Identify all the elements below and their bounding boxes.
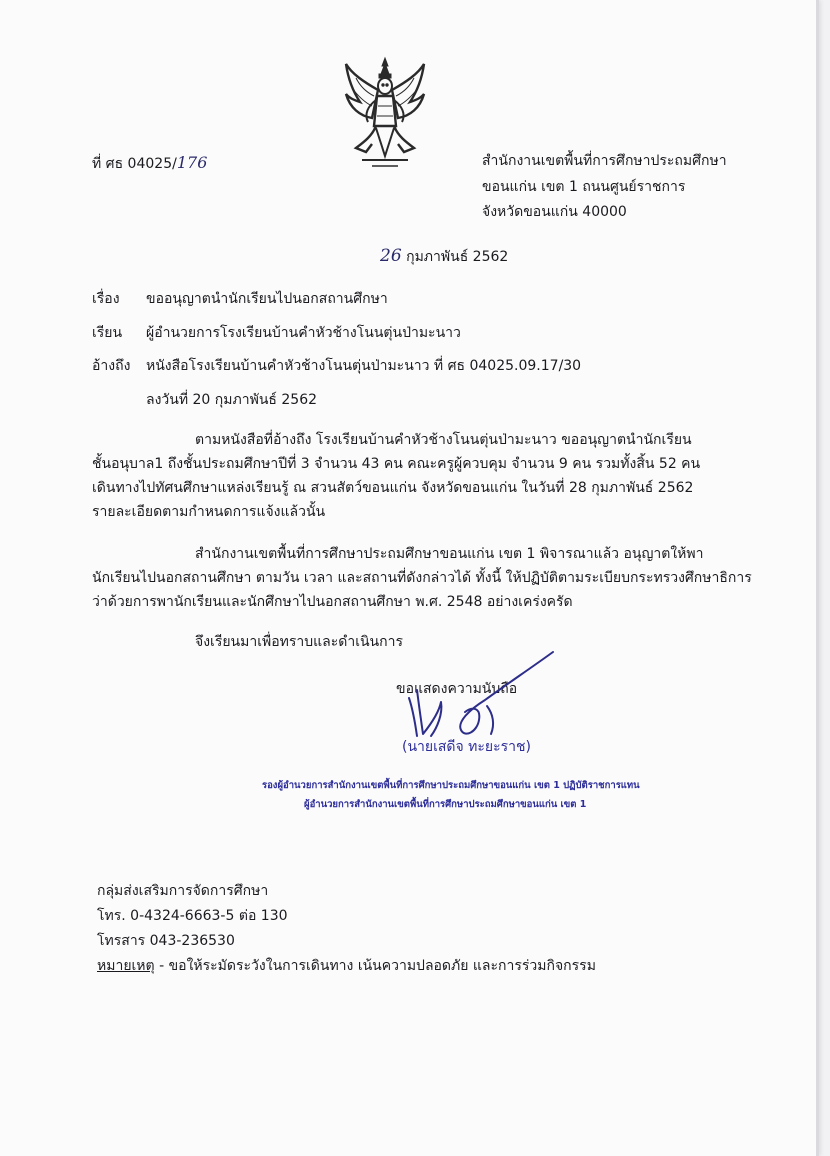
reference-value: หนังสือโรงเรียนบ้านคำหัวช้างโนนตุ่นป่ามะนาว ที่ ศธ 04025.09.17/30 xyxy=(146,358,582,374)
signer-title-line2: ผู้อำนวยการสำนักงานเขตพื้นที่การศึกษาประถมศึกษาขอนแก่น เขต 1 xyxy=(304,799,587,810)
reference-number xyxy=(92,154,207,173)
date-text: กุมภาพันธ์ 2562 xyxy=(406,249,509,265)
body-p2-line3: ว่าด้วยการพานักเรียนและนักศึกษาไปนอกสถานศึกษา พ.ศ. 2548 อย่างเคร่งครัด xyxy=(92,594,573,610)
body-p1-line1: ตามหนังสือที่อ้างถึง โรงเรียนบ้านคำหัวช้างโนนตุ่นป่ามะนาว ขออนุญาตนำนักเรียน xyxy=(195,432,692,448)
reference-date: ลงวันที่ 20 กุมภาพันธ์ 2562 xyxy=(146,392,318,408)
recipient-label: เรียน xyxy=(92,325,123,341)
footer-department: กลุ่มส่งเสริมการจัดการศึกษา xyxy=(97,883,269,899)
office-address-line1: สำนักงานเขตพื้นที่การศึกษาประถมศึกษา xyxy=(482,153,727,169)
footer-fax: โทรสาร 043-236530 xyxy=(97,933,235,949)
signer-name: (นายเสดีจ ทะยะราช) xyxy=(402,739,531,755)
handwritten-signature xyxy=(395,650,565,750)
letter-date xyxy=(380,247,508,266)
body-p2-line2: นักเรียนไปนอกสถานศึกษา ตามวัน เวลา และสถานที่ดังกล่าวได้ ทั้งนี้ ให้ปฏิบัติตามระเบียบกระทรวงศึกษาธิการ xyxy=(92,570,752,586)
garuda-emblem-icon xyxy=(342,56,428,174)
body-p3: จึงเรียนมาเพื่อทราบและดำเนินการ xyxy=(195,634,403,650)
date-handwritten-day: 26 xyxy=(380,246,402,266)
footer-phone: โทร. 0-4324-6663-5 ต่อ 130 xyxy=(97,908,288,924)
reference-label: อ้างถึง xyxy=(92,358,131,374)
footer-note xyxy=(97,957,596,975)
footer-note-label: หมายเหตุ xyxy=(97,958,155,974)
body-p1-line4: รายละเอียดตามกำหนดการแจ้งแล้วนั้น xyxy=(92,504,326,520)
closing-phrase: ขอแสดงความนับถือ xyxy=(396,681,518,697)
reference-prefix: ที่ ศธ 04025/ xyxy=(92,156,177,172)
body-p1-line3: เดินทางไปทัศนศึกษาแหล่งเรียนรู้ ณ สวนสัตว์ขอนแก่น จังหวัดขอนแก่น ในวันที่ 28 กุมภาพันธ์ 2562 xyxy=(92,480,694,496)
office-address-line3: จังหวัดขอนแก่น 40000 xyxy=(482,204,627,220)
signer-title-line1: รองผู้อำนวยการสำนักงานเขตพื้นที่การศึกษาประถมศึกษาขอนแก่น เขต 1 ปฏิบัติราชการแทน xyxy=(262,780,640,791)
recipient-value: ผู้อำนวยการโรงเรียนบ้านคำหัวช้างโนนตุ่นป่ามะนาว xyxy=(146,325,461,341)
footer-note-text: - ขอให้ระมัดระวังในการเดินทาง เน้นความปลอดภัย และการร่วมกิจกรรม xyxy=(154,958,596,974)
body-p2-line1: สำนักงานเขตพื้นที่การศึกษาประถมศึกษาขอนแก่น เขต 1 พิจารณาแล้ว อนุญาตให้พา xyxy=(195,546,704,562)
subject-label: เรื่อง xyxy=(92,291,120,307)
body-p1-line2: ชั้นอนุบาล1 ถึงชั้นประถมศึกษาปีที่ 3 จำนวน 43 คน คณะครูผู้ควบคุม จำนวน 9 คน รวมทั้งสิ้น 52 คน xyxy=(92,456,701,472)
reference-handwritten-number: 176 xyxy=(176,153,208,172)
office-address-line2: ขอนแก่น เขต 1 ถนนศูนย์ราชการ xyxy=(482,179,686,195)
subject-value: ขออนุญาตนำนักเรียนไปนอกสถานศึกษา xyxy=(146,291,388,307)
